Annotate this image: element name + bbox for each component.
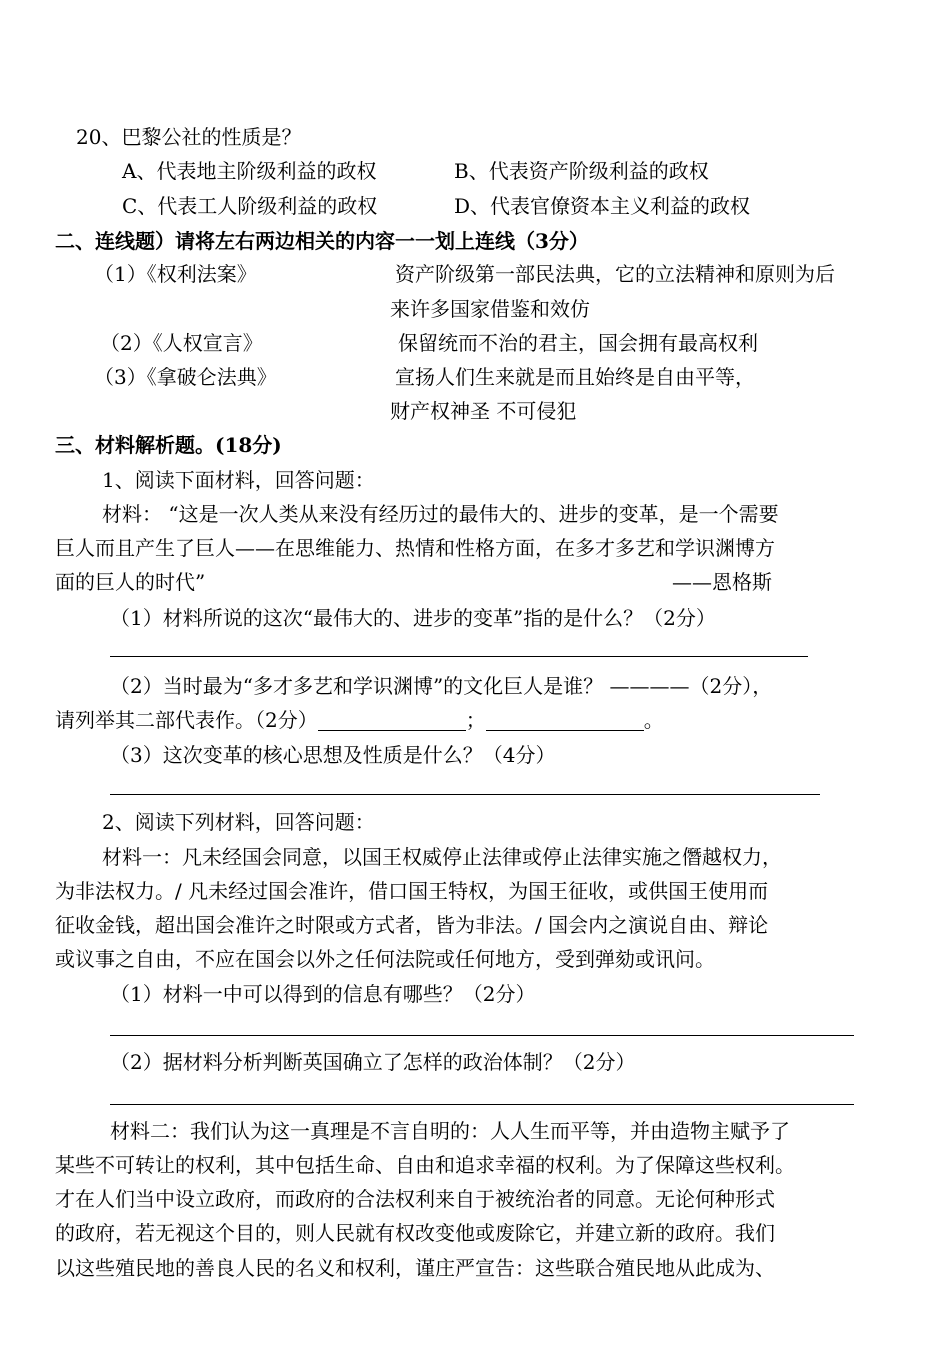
part2-material2-line-2: 某些不可转让的权利，其中包括生命、自由和追求幸福的权利。为了保障这些权利。 <box>55 1153 795 1177</box>
part2-material1-line-1: 材料一：凡未经国会同意，以国王权威停止法律或停止法律实施之僭越权力， <box>102 845 782 869</box>
matching-left-item-2: （2）《人权宣言》 <box>100 331 263 355</box>
part2-material1-line-4: 或议事之自由，不应在国会以外之任何法院或任何地方，受到弹劾或讯问。 <box>55 947 715 971</box>
part1-question-2-cont <box>55 705 664 735</box>
matching-left-item-1: （1）《权利法案》 <box>94 262 257 286</box>
part1-material-line-1: 材料： “这是一次人类从来没有经历过的最伟大的、进步的变革，是一个需要 <box>102 502 779 526</box>
q20-option-a: A、代表地主阶级利益的政权 <box>122 159 377 183</box>
part1-material-source: ——恩格斯 <box>672 570 772 594</box>
q20-option-d: D、代表官僚资本主义利益的政权 <box>454 194 751 218</box>
part2-material2-line-1: 材料二：我们认为这一真理是不言自明的：人人生而平等，并由造物主赋予了 <box>110 1119 790 1143</box>
part1-answer-separator: ； <box>465 708 486 732</box>
part1-question-1: （1）材料所说的这次“最伟大的、进步的变革”指的是什么？（2分） <box>110 606 716 630</box>
part2-material2-line-3: 才在人们当中设立政府，而政府的合法权利来自于被统治者的同意。无论何种形式 <box>55 1187 775 1211</box>
matching-heading: 二、连线题）请将左右两边相关的内容一一划上连线（3分） <box>55 229 589 253</box>
part1-material-line-3: 面的巨人的时代” <box>55 570 206 594</box>
part1-answer-blank-a[interactable] <box>318 708 466 731</box>
part2-intro: 2、阅读下列材料，回答问题： <box>102 810 375 834</box>
matching-right-item-3: 宣扬人们生来就是而且始终是自由平等， <box>395 365 755 389</box>
part1-answer-end: 。 <box>643 708 664 732</box>
matching-right-item-1: 资产阶级第一部民法典，它的立法精神和原则为后 <box>395 262 835 286</box>
part2-material1-line-3: 征收金钱，超出国会准许之时限或方式者，皆为非法。/ 国会内之演说自由、辩论 <box>55 913 769 937</box>
q20-stem: 20、巴黎公社的性质是？ <box>76 125 302 149</box>
part2-material2-line-4: 的政府，若无视这个目的，则人民就有权改变他或废除它，并建立新的政府。我们 <box>55 1221 775 1245</box>
part1-material-line-2: 巨人而且产生了巨人——在思维能力、热情和性格方面，在多才多艺和学识渊博方 <box>55 536 775 560</box>
part2-material2-line-5: 以这些殖民地的善良人民的名义和权利，谨庄严宣告：这些联合殖民地从此成为、 <box>55 1256 775 1280</box>
matching-right-item-1-cont: 来许多国家借鉴和效仿 <box>390 297 590 321</box>
matching-right-item-3-cont: 财产权神圣 不可侵犯 <box>390 399 577 423</box>
part2-material1-line-2: 为非法权力。/ 凡未经过国会准许，借口国王特权，为国王征收，或供国王使用而 <box>55 879 769 903</box>
part1-answer-line-1[interactable] <box>110 656 808 657</box>
matching-left-item-3: （3）《拿破仑法典》 <box>94 365 277 389</box>
part1-question-3: （3）这次变革的核心思想及性质是什么？（4分） <box>110 743 556 767</box>
part2-answer-line-2[interactable] <box>110 1104 854 1105</box>
part1-answer-line-3[interactable] <box>110 794 820 795</box>
part2-question-2: （2）据材料分析判断英国确立了怎样的政治体制？（2分） <box>110 1050 636 1074</box>
part1-question-2: （2）当时最为“多才多艺和学识渊博”的文化巨人是谁？ ————（2分）， <box>110 674 773 698</box>
part1-question-2-prompt: 请列举其二部代表作。（2分） <box>55 708 318 732</box>
analysis-heading: 三、材料解析题。(18分) <box>55 433 282 457</box>
part1-intro: 1、阅读下面材料，回答问题： <box>102 468 375 492</box>
part1-answer-blank-b[interactable] <box>486 708 644 731</box>
q20-option-b: B、代表资产阶级利益的政权 <box>454 159 709 183</box>
part2-question-1: （1）材料一中可以得到的信息有哪些？（2分） <box>110 982 536 1006</box>
part2-answer-line-1[interactable] <box>110 1035 854 1036</box>
q20-option-c: C、代表工人阶级利益的政权 <box>122 194 378 218</box>
matching-right-item-2: 保留统而不治的君主，国会拥有最高权利 <box>398 331 758 355</box>
